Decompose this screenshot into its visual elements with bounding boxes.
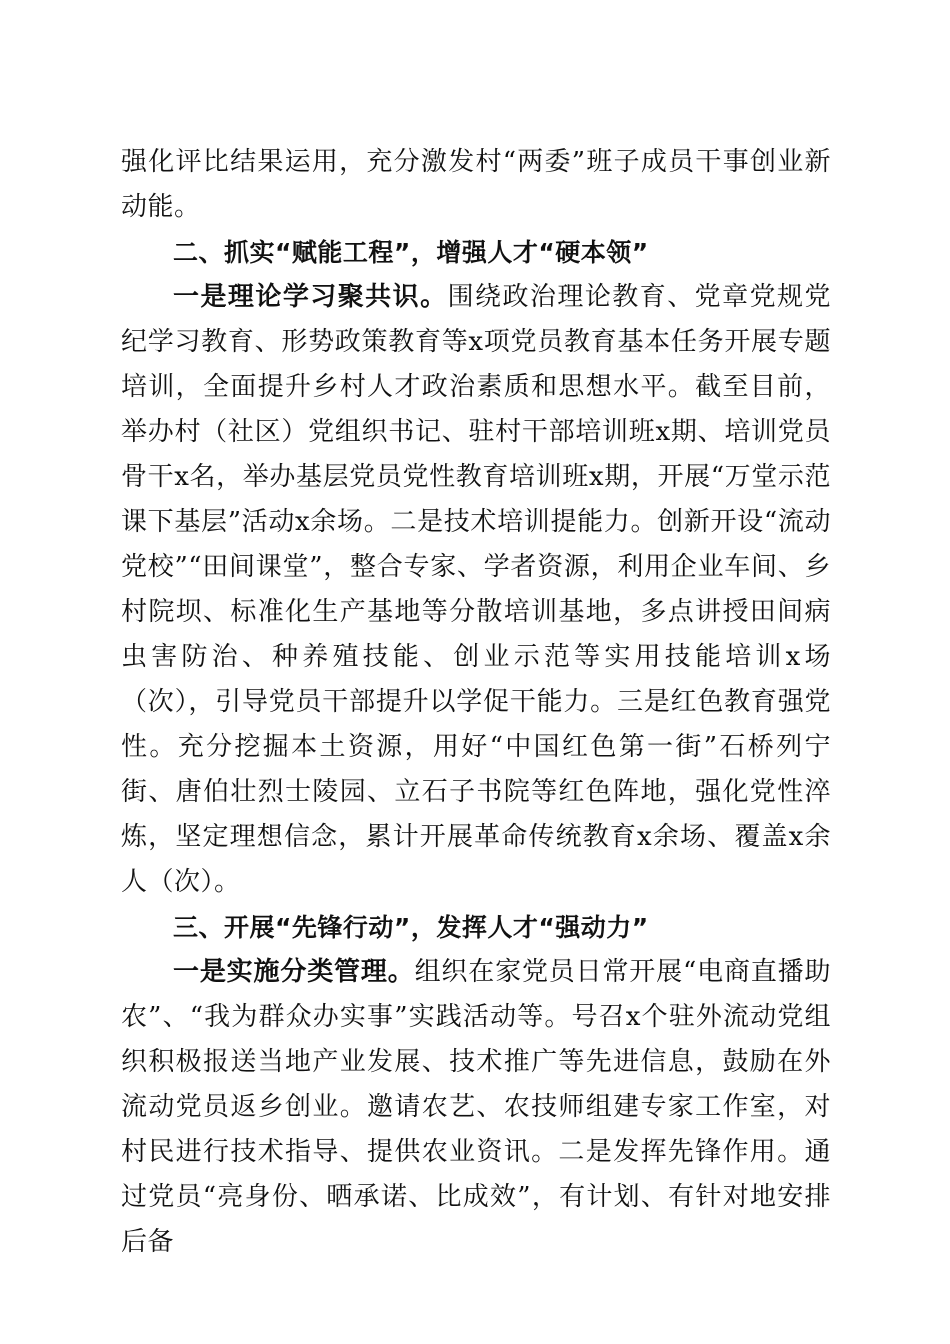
paragraph-lead: 一是理论学习聚共识。 bbox=[173, 282, 448, 312]
paragraph-continuation bbox=[121, 140, 831, 230]
paragraph-text: 强化评比结果运用，充分激发村“两委”班子成员干事创业新动能。 bbox=[121, 147, 831, 222]
section-heading-2: 二、抓实“赋能工程”，增强人才“硬本领” bbox=[173, 238, 649, 267]
document-body bbox=[121, 140, 831, 1265]
paragraph-text: 围绕政治理论教育、党章党规党纪学习教育、形势政策教育等x项党员教育基本任务开展专题培训，全面提升乡村人才政治素质和思想水平。截至目前，举办村（社区）党组织书记、驻村干部培训班x期、培训党员骨干x名，举办基层党员党性教育培训班x期，开展“万堂示范课下基层”活动x余场。二是技术培训提能力。创新开设“流动党校”“田间课堂”，整合专家、学者资源，利用企业车间、乡村院坝、标准化生产基地等分散培训基地，多点讲授田间病虫害防治、种养殖技能、创业示范等实用技能培训x场（次），引导党员干部提升以学促干能力。三是红色教育强党性。充分挖掘本土资源，用好“中国红色第一街”石桥列宁街、唐伯壮烈士陵园、立石子书院等红色阵地，强化党性淬炼，坚定理想信念，累计开展革命传统教育x余场、覆盖x余人（次）。 bbox=[121, 282, 831, 897]
paragraph-classified-management bbox=[121, 950, 831, 1265]
section-heading-3: 三、开展“先锋行动”，发挥人才“强动力” bbox=[173, 913, 649, 942]
paragraph-text: 组织在家党员日常开展“电商直播助农”、“我为群众办实事”实践活动等。号召x个驻外流动党组织积极报送当地产业发展、技术推广等先进信息，鼓励在外流动党员返乡创业。邀请农艺、农技师组建专家工作室，对村民进行技术指导、提供农业资讯。二是发挥先锋作用。通过党员“亮身份、晒承诺、比成效”，有计划、有针对地安排后备 bbox=[121, 957, 831, 1257]
paragraph-theory-study bbox=[121, 275, 831, 905]
paragraph-lead: 一是实施分类管理。 bbox=[173, 957, 415, 987]
